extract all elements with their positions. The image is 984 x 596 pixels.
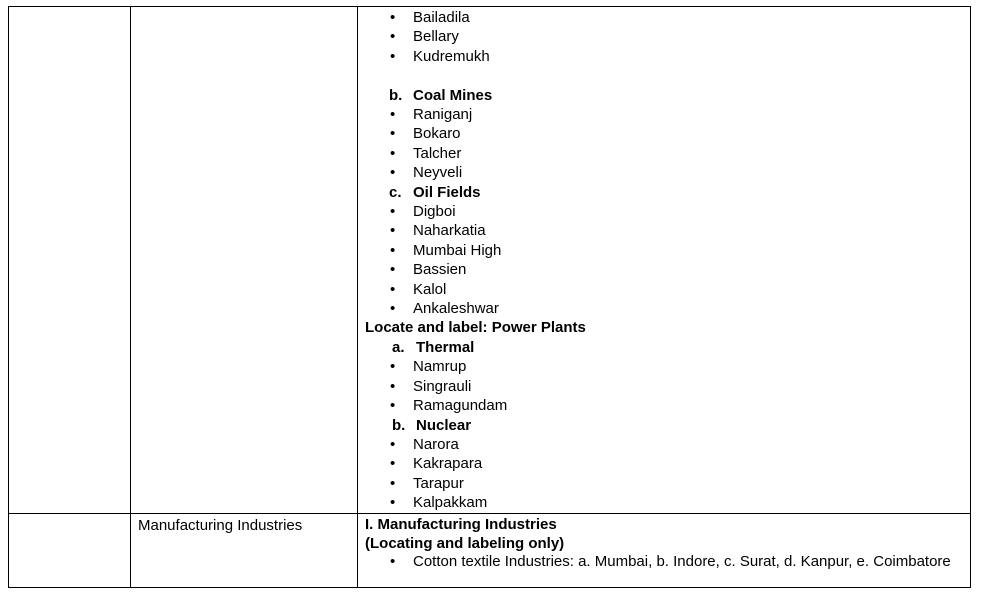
- syllabus-table: [8, 6, 971, 588]
- bullet-icon: •: [390, 222, 396, 240]
- cell-empty: [9, 7, 131, 514]
- list-item: [358, 8, 970, 27]
- coal-mines-list: [358, 105, 970, 183]
- thermal-list: [358, 357, 970, 415]
- list-item: [358, 241, 970, 260]
- list-item: [358, 221, 970, 240]
- list-item-text: Kalpakkam: [413, 494, 488, 512]
- cell-empty: [9, 513, 131, 587]
- list-item: [358, 27, 970, 46]
- bullet-icon: •: [390, 358, 396, 376]
- list-item: [358, 260, 970, 279]
- list-item-text: Cotton textile Industries: a. Mumbai, b. Indore, c. Surat, d. Kanpur, e. Coimbatore: [413, 553, 951, 571]
- list-item: [358, 47, 970, 66]
- bullet-icon: •: [390, 241, 396, 259]
- bullet-icon: •: [390, 300, 396, 318]
- chapter-title: Manufacturing Industries: [138, 516, 303, 534]
- list-item-text: Narora: [413, 435, 459, 453]
- list-item: [358, 454, 970, 473]
- bullet-icon: •: [390, 280, 396, 298]
- thermal-heading: a. Thermal: [392, 338, 475, 356]
- bullet-icon: •: [390, 106, 396, 124]
- list-item-text: Raniganj: [413, 106, 473, 124]
- bullet-icon: •: [390, 164, 396, 182]
- list-item-text: Kalol: [413, 280, 447, 298]
- bullet-icon: •: [390, 28, 396, 46]
- list-item-text: Ramagundam: [413, 397, 508, 415]
- list-item: [358, 105, 970, 124]
- bullet-icon: •: [390, 125, 396, 143]
- list-item: [358, 280, 970, 299]
- bullet-icon: •: [390, 397, 396, 415]
- list-item-text: Bassien: [413, 261, 467, 279]
- list-item-text: Bokaro: [413, 125, 461, 143]
- iron-ore-list: [358, 8, 970, 66]
- list-item: [358, 357, 970, 376]
- list-item-text: Bailadila: [413, 9, 470, 26]
- bullet-icon: •: [390, 455, 396, 473]
- list-item-text: Neyveli: [413, 164, 463, 182]
- list-item-text: Namrup: [413, 358, 467, 376]
- cell-map-items: [358, 513, 971, 587]
- list-item-text: Ankaleshwar: [413, 300, 499, 318]
- table-row: [9, 7, 971, 514]
- bullet-icon: •: [390, 553, 396, 571]
- bullet-icon: •: [390, 377, 396, 395]
- list-item: [358, 144, 970, 163]
- manufacturing-subheading: (Locating and labeling only): [365, 534, 565, 552]
- coal-mines-heading: b. Coal Mines: [389, 86, 493, 104]
- bullet-icon: •: [390, 494, 396, 512]
- list-item: [358, 299, 970, 318]
- list-item: [358, 124, 970, 143]
- cell-chapter: [131, 7, 358, 514]
- table-row: [9, 513, 971, 587]
- list-item: [358, 474, 970, 493]
- list-item: [358, 377, 970, 396]
- list-item: [358, 493, 970, 512]
- nuclear-list: [358, 435, 970, 513]
- bullet-icon: •: [390, 435, 396, 453]
- manufacturing-heading: I. Manufacturing Industries: [365, 515, 557, 533]
- list-item-text: Naharkatia: [413, 222, 486, 240]
- oil-fields-list: [358, 202, 970, 318]
- bullet-icon: •: [390, 474, 396, 492]
- list-item: [358, 163, 970, 182]
- bullet-icon: •: [390, 47, 396, 65]
- list-item-text: Tarapur: [413, 474, 464, 492]
- list-item-text: Singrauli: [413, 377, 472, 395]
- list-item: [358, 396, 970, 415]
- power-plants-heading: Locate and label: Power Plants: [365, 319, 586, 337]
- bullet-icon: •: [390, 9, 396, 26]
- bullet-icon: •: [390, 144, 396, 162]
- list-item-text: Kakrapara: [413, 455, 483, 473]
- cell-chapter: [131, 513, 358, 587]
- list-item: [358, 202, 970, 221]
- list-item-text: Kudremukh: [413, 47, 490, 65]
- list-item-text: Bellary: [413, 28, 459, 46]
- list-item-text: Digboi: [413, 203, 456, 221]
- list-item-text: Talcher: [413, 144, 462, 162]
- cell-map-items: [358, 7, 971, 514]
- nuclear-heading: b. Nuclear: [392, 416, 472, 434]
- bullet-icon: •: [390, 203, 396, 221]
- list-item-text: Mumbai High: [413, 241, 502, 259]
- list-item: [358, 553, 970, 571]
- manufacturing-list: [358, 553, 970, 571]
- list-item: [358, 435, 970, 454]
- bullet-icon: •: [390, 261, 396, 279]
- oil-fields-heading: c. Oil Fields: [389, 183, 481, 201]
